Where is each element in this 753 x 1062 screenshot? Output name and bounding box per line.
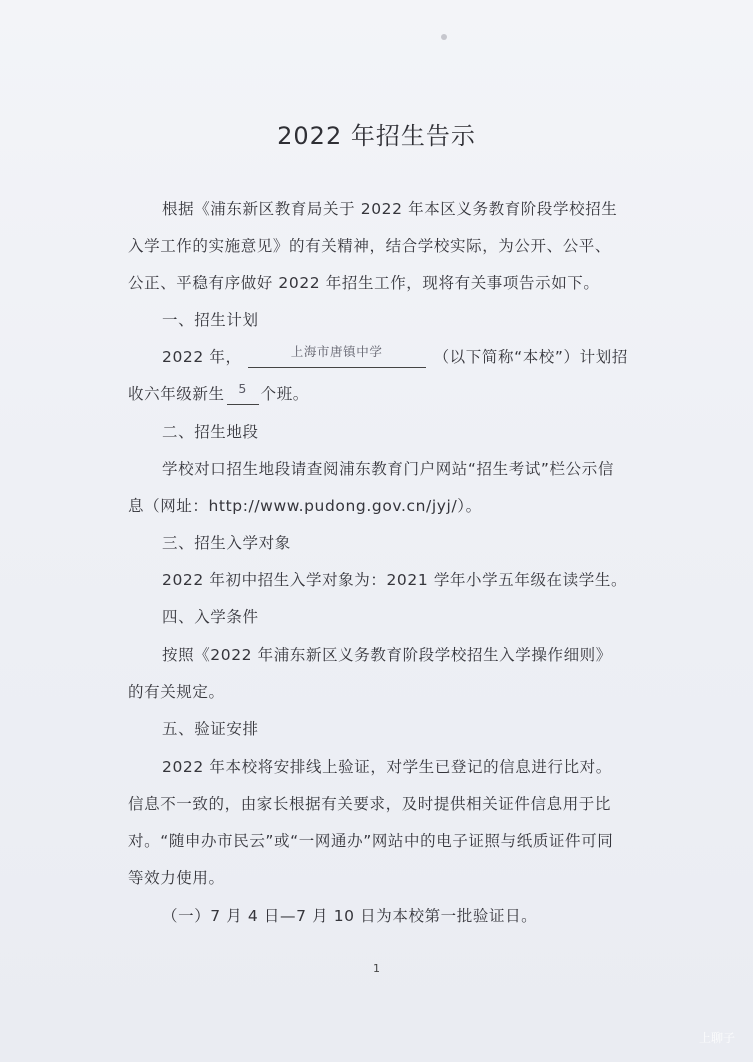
plan-suffix-2: 个班。 <box>260 385 309 403</box>
section-heading: 二、招生地段 <box>162 423 259 441</box>
school-name: 上海市唐镇中学 <box>290 344 383 359</box>
paragraph-line: 学校对口招生地段请查阅浦东教育门户网站“招生考试”栏公示信 <box>162 460 614 478</box>
paragraph-line: 息（网址：http://www.pudong.gov.cn/jyj/）。 <box>128 497 482 515</box>
section-heading: 四、入学条件 <box>162 608 259 626</box>
section-heading: 一、招生计划 <box>162 311 259 329</box>
plan-line-2 <box>128 381 309 405</box>
section-heading: 三、招生入学对象 <box>162 534 291 552</box>
class-count-blank <box>227 381 259 405</box>
page-number: 1 <box>373 962 380 975</box>
paragraph-line: 等效力使用。 <box>128 869 225 887</box>
plan-prefix: 2022 年， <box>162 348 242 366</box>
plan-prefix-2: 收六年级新生 <box>128 385 225 403</box>
section-heading: 五、验证安排 <box>162 720 259 738</box>
paragraph-line: 信息不一致的，由家长根据有关要求，及时提供相关证件信息用于比 <box>128 795 612 813</box>
document-title: 2022 年招生告示 <box>277 122 476 150</box>
paragraph-line: 对。“随申办市民云”或“一网通办”网站中的电子证照与纸质证件可同 <box>128 832 614 850</box>
paragraph-line: 2022 年本校将安排线上验证，对学生已登记的信息进行比对。 <box>162 758 612 776</box>
paragraph-line: 公正、平稳有序做好 2022 年招生工作，现将有关事项告示如下。 <box>128 274 600 292</box>
school-name-blank <box>248 344 426 368</box>
plan-suffix: （以下简称“本校”）计划招 <box>433 348 628 366</box>
paragraph-line: 的有关规定。 <box>128 683 225 701</box>
class-count: 5 <box>238 381 247 396</box>
paragraph-line: 根据《浦东新区教育局关于 2022 年本区义务教育阶段学校招生 <box>162 200 618 218</box>
punch-mark <box>441 34 447 40</box>
paragraph-line: 按照《2022 年浦东新区义务教育阶段学校招生入学操作细则》 <box>162 646 612 664</box>
paragraph-line: （一）7 月 4 日—7 月 10 日为本校第一批验证日。 <box>162 907 538 925</box>
plan-line-1 <box>162 344 628 368</box>
watermark-text: 上聊子 <box>698 1031 735 1045</box>
paragraph-line: 2022 年初中招生入学对象为：2021 学年小学五年级在读学生。 <box>162 571 628 589</box>
paragraph-line: 入学工作的实施意见》的有关精神，结合学校实际，为公开、公平、 <box>128 237 612 255</box>
